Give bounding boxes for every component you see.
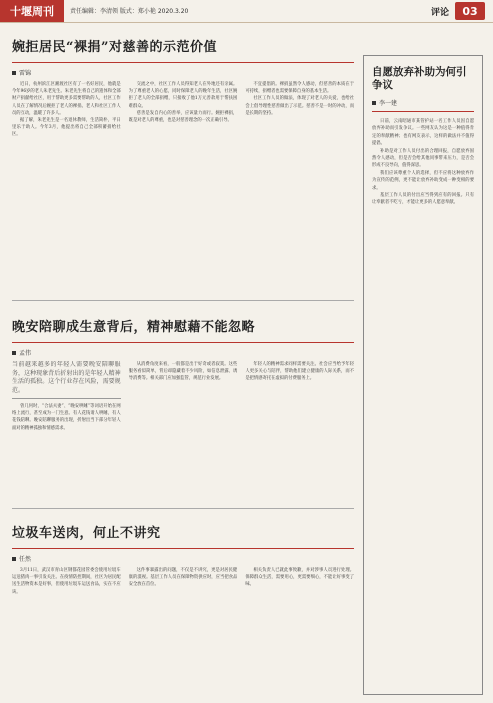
- section-divider: [12, 508, 354, 509]
- author-name: 孟伟: [19, 350, 32, 357]
- title-divider: [372, 111, 474, 112]
- article-3: [12, 526, 354, 697]
- title-divider: [12, 342, 354, 343]
- paragraph: 从消费角度来看，一般都是出于好奇或者寂寞。这些服务看似简单，背后却隐藏着不少风险，如信息泄露、诱导消费等。相关部门应加强监管，规范行业发展。: [128, 362, 238, 382]
- paragraph: 日前，云南昭通市某管护站一名工作人员因自愿放弃补助而引发争议。一些网友认为这是一种值得肯定的奉献精神；也有网友表示，这样的做法并不值得提倡。: [372, 119, 474, 147]
- text-column: [129, 567, 238, 697]
- paragraph: 这件事暴露出的问题，不仅是不讲究，更是对居民健康的漠视。基层工作人员在保障物资供应时，应当把食品安全放在首位。: [128, 568, 238, 588]
- sidebar-article: [363, 55, 483, 695]
- article-byline: [12, 68, 354, 77]
- text-column: [12, 361, 121, 501]
- byline-square-icon: [12, 351, 16, 355]
- byline-square-icon: [372, 101, 376, 105]
- byline-square-icon: [12, 71, 16, 75]
- paragraph: 补助是对工作人员付出的合理回报，自愿放弃固然令人感动，但是否会给其他同事带来压力，是否会形成不良导向，值得深思。: [372, 148, 474, 169]
- paragraph: 3月11日，武汉市青山区钢都花园管委会使用垃圾车运送猪肉一事引发关注。在疫情防控期间，社区为居民配送生活物资本是好事，但使用垃圾车运送食品，实在不应该。: [12, 568, 121, 595]
- text-column: [129, 361, 238, 501]
- article-title: 垃圾车送肉，何止不讲究: [12, 526, 161, 541]
- page-header: [0, 0, 493, 23]
- title-divider: [12, 62, 354, 63]
- paragraph: 我们应该尊重个人的选择，但不应将这种放弃作为宣传的范例，更不能让放弃补助变成一种变相的要求。: [372, 170, 474, 191]
- paragraph: 相关负责人已就此事致歉，并对涉事人员进行处理。保障群众生活，需要用心，更需要细心，不能让好事变了味。: [245, 568, 355, 588]
- section-name: 评论: [430, 8, 449, 18]
- sidebar-body: [372, 118, 474, 207]
- paragraph: 不宜提倡的。裸捐虽然令人感动，但慈善的本质在于可持续，捐赠者也需要保障自身的基本生活。: [245, 82, 355, 95]
- author-name: 李一建: [379, 100, 398, 107]
- paragraph: 慈善是发自内心的善举，应该量力而行。婉拒裸捐，既是对老人的尊重，也是对慈善理念的一次正确引导。: [128, 110, 238, 124]
- paragraph: 交流之中，社区工作人员得知老人在外地还有亲属。为了尊重老人的心愿，同时保障老人的晚年生活，社区婉拒了老人的全部捐赠，只接收了他1万元善款用于帮扶困难群众。: [128, 82, 238, 109]
- article-body: [12, 81, 354, 271]
- paragraph: 基层工作人员的付出应当得到应有的回报。只有让奉献者不吃亏，才能让更多的人愿意奉献。: [372, 193, 474, 206]
- text-column: [129, 81, 238, 271]
- text-column: [12, 567, 121, 697]
- article-body: [12, 361, 354, 501]
- text-column: [245, 81, 354, 271]
- article-byline: [12, 348, 354, 357]
- title-divider: [12, 548, 354, 549]
- article-2: [12, 320, 354, 501]
- sidebar-byline: [372, 98, 474, 107]
- paragraph: 近日，杭州滨江区湘渡社区有了一名好居民，他就是今年96岁的老人朱老先生。朱老先生将自己的遗体和全部财产捐献给社区，用于帮助更多需要帮助的人，社区工作人员在了解情况后婉拒了老人的裸捐。老人和社区工作人员的互动，温暖了许多人。: [12, 82, 121, 116]
- paragraph: 据了解，朱老先生是一名退休教师，生活简朴，平日里乐于助人。今年3月，他提出将自己全部积蓄捐给社区。: [12, 118, 121, 138]
- page-number: 03: [455, 2, 485, 20]
- paragraph: 曾几何时，“合法夫妻”、“晚安哄睡”等词语开始在网络上流行，甚至成为一门生意。有人花钱请人哄睡，有人花钱陪聊。晚安陪聊服务的出现，折射出当下部分年轻人面对的精神孤独和情感需求。: [12, 404, 121, 431]
- text-column: [245, 361, 354, 501]
- editor-credits: 责任编辑：李清领 版式：郑小艳 2020.3.20: [70, 8, 189, 15]
- author-name: 雷锦: [19, 70, 32, 77]
- author-name: 任然: [19, 556, 32, 563]
- pull-quote: 当前越来越多的年轻人需要晚安陪聊服务，这种现象背后折射出的是年轻人精神生活的孤独。这个行业存在风险，需要规范。: [12, 361, 121, 399]
- article-byline: [12, 554, 354, 563]
- paragraph: 社区工作人员的做法，体现了对老人的关爱，也给社会上倡导理性慈善做出了示范。慈善不是一时的冲动，而是长期的坚持。: [245, 96, 355, 116]
- article-body: [12, 567, 354, 697]
- article-title: 晚安陪聊成生意背后，精神慰藉不能忽略: [12, 320, 256, 335]
- article-title: 婉拒居民“裸捐”对慈善的示范价值: [12, 40, 217, 55]
- article-1: [12, 40, 354, 271]
- section-divider: [12, 300, 354, 301]
- paragraph: 年轻人的精神需求同样需要关注。社会应当给予年轻人更多关心与陪伴，帮助他们建立健康的人际关系，而不是把情感寄托在虚拟的付费服务上。: [245, 362, 355, 382]
- sidebar-title: 自愿放弃补助为何引争议: [372, 66, 467, 91]
- text-column: [12, 81, 121, 271]
- text-column: [245, 567, 354, 697]
- masthead: 十堰周刊: [0, 0, 64, 22]
- byline-square-icon: [12, 557, 16, 561]
